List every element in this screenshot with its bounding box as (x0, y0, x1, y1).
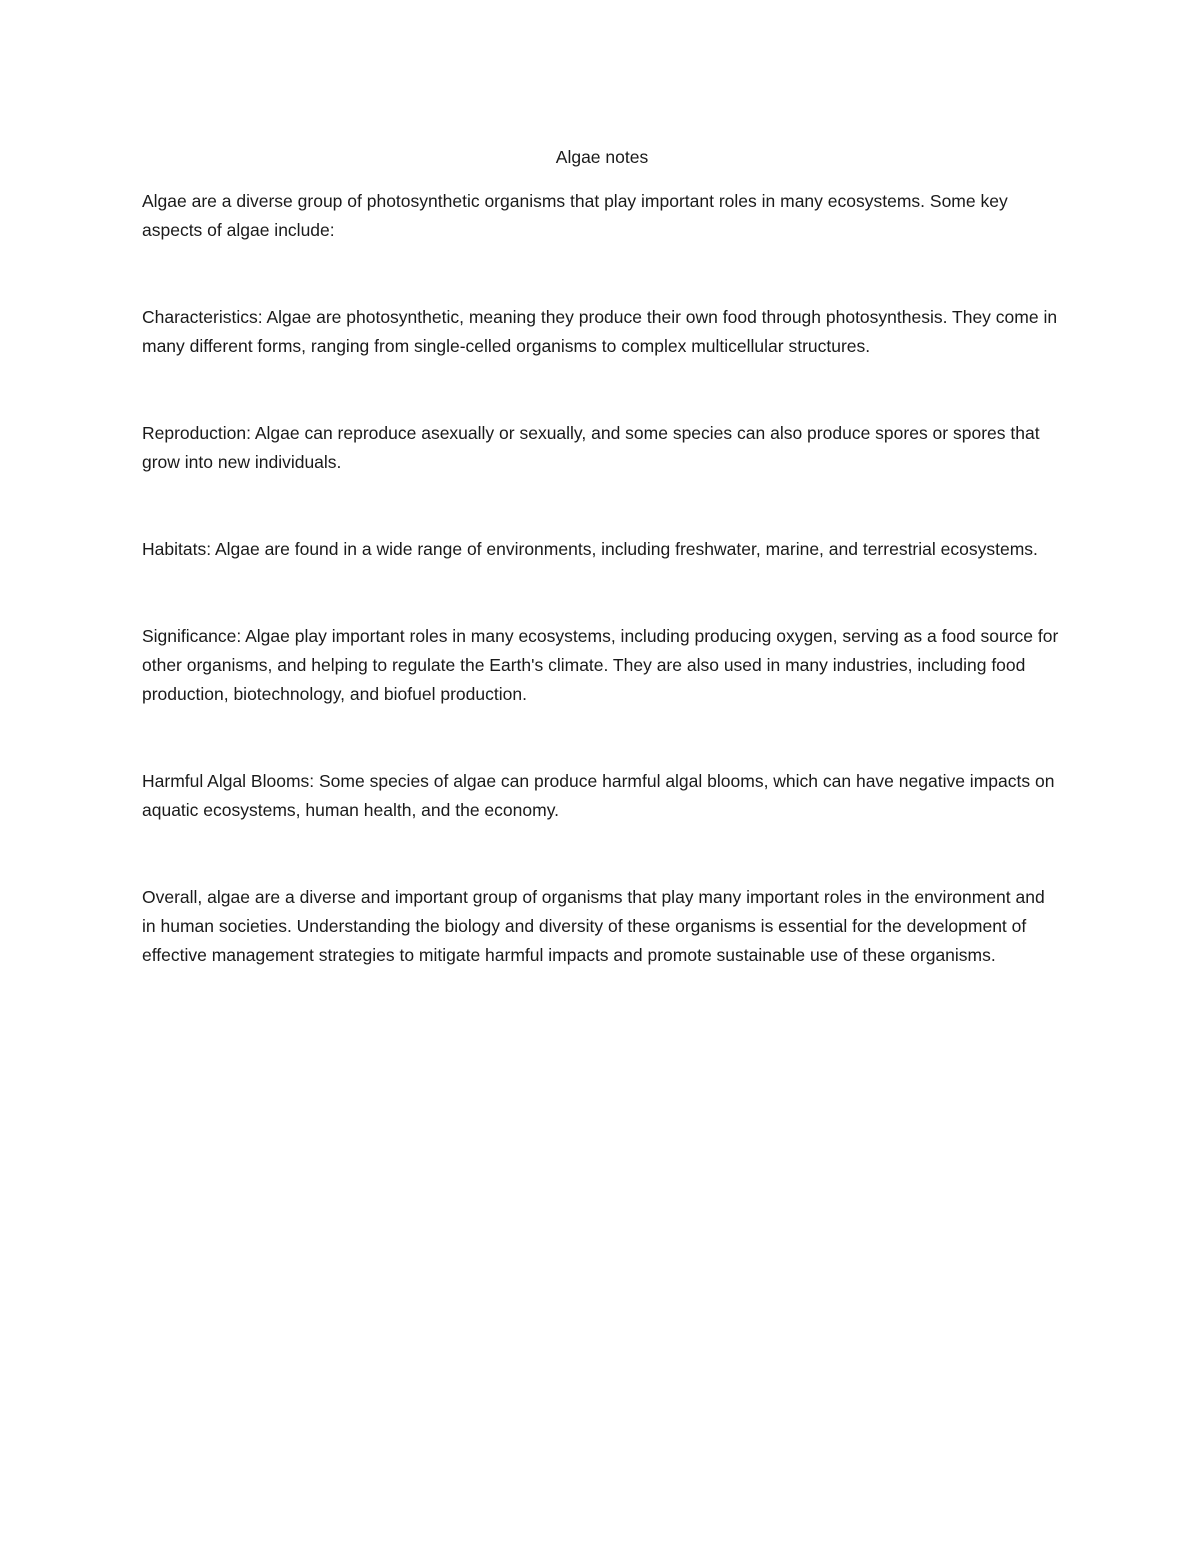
document-title: Algae notes (555, 147, 649, 167)
paragraph-habitats: Habitats: Algae are found in a wide range of environments, including freshwater, marine, and terrestrial ecosystems. (142, 539, 1038, 559)
paragraph-overall: Overall, algae are a diverse and important group of organisms that play many important roles in the environment and in human societies. Understanding the biology and diversity of these organisms is essential for the development of effective management strategies to mitigate harmful impacts and promote sustainable use of these organisms. (142, 887, 1045, 965)
paragraph-characteristics: Characteristics: Algae are photosynthetic, meaning they produce their own food through photosynthesis. They come in many different forms, ranging from single-celled organisms to complex multicellular structures. (142, 307, 1058, 356)
paragraph-reproduction: Reproduction: Algae can reproduce asexually or sexually, and some species can also produce spores or spores that grow into new individuals. (142, 423, 1040, 472)
paragraph-intro: Algae are a diverse group of photosynthetic organisms that play important roles in many ecosystems. Some key aspects of algae include: (142, 191, 1008, 240)
document-body (142, 143, 1062, 1028)
paragraph-harmful-algal-blooms: Harmful Algal Blooms: Some species of algae can produce harmful algal blooms, which can have negative impacts on aquatic ecosystems, human health, and the economy. (142, 771, 1055, 820)
paragraph-significance: Significance: Algae play important roles in many ecosystems, including producing oxygen, serving as a food source for other organisms, and helping to regulate the Earth's climate. They are also used in many industries, including food production, biotechnology, and biofuel production. (142, 626, 1059, 704)
